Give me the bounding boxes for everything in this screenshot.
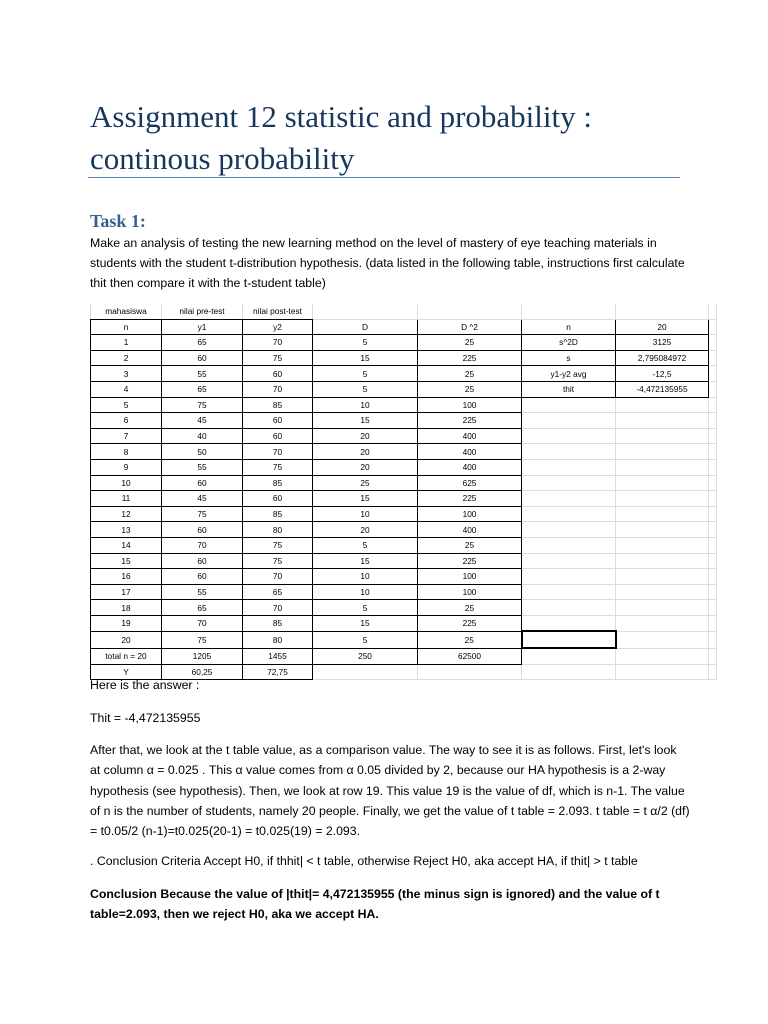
stat-label: s^2D (522, 335, 616, 351)
empty-cell (709, 491, 717, 507)
table-cell: 25 (418, 631, 522, 648)
table-cell: 75 (162, 506, 243, 522)
table-cell: 5 (313, 366, 418, 382)
column-header: y1 (162, 319, 243, 335)
table-cell: 70 (243, 381, 313, 397)
table-cell: 6 (91, 413, 162, 429)
table-cell: 70 (243, 444, 313, 460)
table-row (91, 569, 717, 585)
stat-value: -12,5 (616, 366, 709, 382)
table-cell: 60 (243, 491, 313, 507)
table-cell: 14 (91, 537, 162, 553)
total-row (91, 648, 717, 664)
table-cell: 225 (418, 615, 522, 631)
table-cell: 65 (162, 335, 243, 351)
table-cell: 400 (418, 428, 522, 444)
empty-cell (522, 491, 616, 507)
table-cell: 20 (313, 522, 418, 538)
table-cell: 70 (243, 600, 313, 616)
table-cell: 75 (243, 350, 313, 366)
empty-cell (522, 648, 616, 664)
empty-cell (522, 522, 616, 538)
empty-cell (709, 475, 717, 491)
table-row (91, 444, 717, 460)
empty-cell (709, 444, 717, 460)
table-cell: 55 (162, 459, 243, 475)
table-header-row (91, 304, 717, 319)
document-title: Assignment 12 statistic and probability : continous probability (90, 99, 592, 176)
table-cell: 225 (418, 413, 522, 429)
table-cell: 2 (91, 350, 162, 366)
stat-label: thit (522, 381, 616, 397)
table-cell: 11 (91, 491, 162, 507)
table-cell: 85 (243, 475, 313, 491)
table-cell: 40 (162, 428, 243, 444)
table-cell: 25 (418, 366, 522, 382)
empty-cell (709, 506, 717, 522)
conclusion: Conclusion Because the value of |thit|= 4,472135955 (the minus sign is ignored) and the value of t table=2.093, then we reject H0, aka we accept HA. (90, 887, 660, 922)
column-header: D (313, 319, 418, 335)
empty-cell (616, 459, 709, 475)
column-header: D ^2 (418, 319, 522, 335)
total-cell: total n = 20 (91, 648, 162, 664)
total-cell: 1205 (162, 648, 243, 664)
empty-cell (709, 350, 717, 366)
table-cell: 10 (91, 475, 162, 491)
table-row (91, 459, 717, 475)
table-cell: 55 (162, 584, 243, 600)
conclusion-criteria: . Conclusion Criteria Accept H0, if thhit| < t table, otherwise Reject H0, aka accept HA, if thit| > t table (90, 854, 638, 868)
column-group-header: nilai post-test (243, 304, 313, 319)
table-cell: 85 (243, 615, 313, 631)
table-cell: 16 (91, 569, 162, 585)
table-row (91, 584, 717, 600)
table-row (91, 537, 717, 553)
column-header: n (91, 319, 162, 335)
table-cell: 75 (243, 537, 313, 553)
table-cell: 400 (418, 459, 522, 475)
table-cell: 60 (243, 366, 313, 382)
table-cell: 5 (313, 335, 418, 351)
empty-cell (522, 428, 616, 444)
table-cell: 15 (313, 553, 418, 569)
table-cell: 225 (418, 350, 522, 366)
table-cell: 80 (243, 522, 313, 538)
table-cell: 20 (91, 631, 162, 648)
task-description: Make an analysis of testing the new learning method on the level of mastery of eye teaching materials in students with the student t-distribution hypothesis. (data listed in the following table, instructions first calculate thit then compare it with the t-student table) (90, 236, 685, 290)
empty-cell (709, 615, 717, 631)
column-group-header: mahasiswa (91, 304, 162, 319)
table-cell: 25 (418, 381, 522, 397)
empty-cell (709, 397, 717, 413)
table-cell: 75 (243, 459, 313, 475)
table-cell: 45 (162, 491, 243, 507)
table-cell: 60 (162, 522, 243, 538)
table-row (91, 350, 717, 366)
empty-cell (709, 631, 717, 648)
empty-cell (616, 522, 709, 538)
mean-cell: 60,25 (162, 664, 243, 680)
table-cell: 10 (313, 397, 418, 413)
empty-cell (522, 600, 616, 616)
table-row (91, 381, 717, 397)
table-cell: 5 (313, 631, 418, 648)
table-cell: 100 (418, 397, 522, 413)
empty-cell (522, 459, 616, 475)
spreadsheet-body (91, 304, 717, 680)
stat-value: 2,795084972 (616, 350, 709, 366)
table-cell: 85 (243, 506, 313, 522)
empty-cell (522, 615, 616, 631)
table-cell: 25 (418, 537, 522, 553)
stat-label: s (522, 350, 616, 366)
table-cell: 60 (162, 553, 243, 569)
table-cell: 10 (313, 584, 418, 600)
empty-cell (522, 553, 616, 569)
table-cell: 80 (243, 631, 313, 648)
table-cell: 15 (313, 413, 418, 429)
table-cell: 18 (91, 600, 162, 616)
empty-cell (616, 491, 709, 507)
mean-cell: Y (91, 664, 162, 680)
table-row (91, 615, 717, 631)
stat-value: 20 (616, 319, 709, 335)
table-cell: 400 (418, 444, 522, 460)
explanation-paragraph: After that, we look at the t table value, as a comparison value. The way to see it is as follows. First, let's look at column α = 0.025 . This α value comes from α 0.05 divided by 2, because our HA hypothesis is a 2-way hypothesis (see hypothesis). Then, we look at row 19. This value 19 is the value of df, which is n-1. The value of n is the number of students, namely 20 people. Finally, we get the value of t table = 2.093. t table = t α/2 (df) = t0.05/2 (n-1)=t0.025(20-1) = t0.025(19) = 2.093. (90, 743, 690, 839)
table-cell: 10 (313, 506, 418, 522)
empty-cell (616, 475, 709, 491)
empty-cell (709, 600, 717, 616)
table-cell: 19 (91, 615, 162, 631)
table-cell: 60 (243, 413, 313, 429)
empty-cell (616, 648, 709, 664)
column-group-header: nilai pre-test (162, 304, 243, 319)
empty-cell (709, 304, 717, 319)
table-cell: 10 (313, 569, 418, 585)
empty-cell (709, 428, 717, 444)
table-cell: 5 (313, 381, 418, 397)
table-cell: 225 (418, 491, 522, 507)
table-cell: 75 (243, 553, 313, 569)
table-row (91, 366, 717, 382)
thit-result: Thit = -4,472135955 (90, 711, 201, 725)
table-cell: 100 (418, 506, 522, 522)
table-cell: 20 (313, 459, 418, 475)
table-cell: 5 (91, 397, 162, 413)
table-row (91, 506, 717, 522)
answer-intro: Here is the answer : (90, 678, 200, 692)
table-cell: 70 (243, 569, 313, 585)
table-cell: 7 (91, 428, 162, 444)
table-cell: 8 (91, 444, 162, 460)
empty-cell (616, 397, 709, 413)
empty-cell (522, 569, 616, 585)
empty-cell (709, 569, 717, 585)
empty-cell (616, 600, 709, 616)
empty-cell (709, 366, 717, 382)
table-row (91, 335, 717, 351)
data-spreadsheet (90, 304, 717, 680)
empty-cell (709, 584, 717, 600)
table-cell: 65 (243, 584, 313, 600)
stat-label: y1-y2 avg (522, 366, 616, 382)
table-cell: 5 (313, 600, 418, 616)
table-cell: 60 (243, 428, 313, 444)
table-cell: 400 (418, 522, 522, 538)
empty-cell (522, 397, 616, 413)
table-row (91, 553, 717, 569)
table-cell: 50 (162, 444, 243, 460)
table-cell: 20 (313, 444, 418, 460)
empty-cell (616, 428, 709, 444)
table-cell: 15 (313, 491, 418, 507)
empty-cell (616, 537, 709, 553)
table-cell: 100 (418, 569, 522, 585)
table-cell: 60 (162, 350, 243, 366)
empty-cell (709, 335, 717, 351)
empty-cell (522, 304, 616, 319)
empty-cell (709, 319, 717, 335)
table-row (91, 413, 717, 429)
table-cell: 625 (418, 475, 522, 491)
table-cell: 100 (418, 584, 522, 600)
empty-cell (709, 522, 717, 538)
stat-value: 3125 (616, 335, 709, 351)
table-cell: 13 (91, 522, 162, 538)
table-row (91, 631, 717, 648)
table-cell: 60 (162, 475, 243, 491)
table-cell: 55 (162, 366, 243, 382)
column-header-row (91, 319, 717, 335)
table-cell: 3 (91, 366, 162, 382)
table-row (91, 522, 717, 538)
table-cell: 12 (91, 506, 162, 522)
table-row (91, 600, 717, 616)
table-row (91, 428, 717, 444)
stat-label: n (522, 319, 616, 335)
empty-cell (709, 459, 717, 475)
empty-cell (522, 537, 616, 553)
empty-cell (709, 664, 717, 680)
table-cell: 25 (418, 600, 522, 616)
table-cell: 4 (91, 381, 162, 397)
empty-cell (709, 537, 717, 553)
table-cell: 70 (162, 615, 243, 631)
table-cell: 20 (313, 428, 418, 444)
selected-cell (522, 631, 616, 648)
table-cell: 25 (418, 335, 522, 351)
table-cell: 85 (243, 397, 313, 413)
empty-cell (616, 553, 709, 569)
table-row (91, 397, 717, 413)
empty-cell (522, 413, 616, 429)
empty-cell (616, 506, 709, 522)
empty-cell (616, 631, 709, 648)
empty-cell (616, 304, 709, 319)
empty-cell (616, 584, 709, 600)
empty-cell (313, 304, 418, 319)
table-cell: 1 (91, 335, 162, 351)
empty-cell (522, 506, 616, 522)
empty-cell (522, 475, 616, 491)
table-cell: 65 (162, 381, 243, 397)
total-cell: 62500 (418, 648, 522, 664)
empty-cell (616, 615, 709, 631)
table-row (91, 491, 717, 507)
table-cell: 15 (313, 615, 418, 631)
title-underline (88, 177, 680, 178)
empty-cell (418, 304, 522, 319)
empty-cell (616, 413, 709, 429)
mean-cell: 72,75 (243, 664, 313, 680)
task-heading: Task 1: (90, 211, 146, 231)
empty-cell (522, 584, 616, 600)
table-cell: 65 (162, 600, 243, 616)
empty-cell (522, 444, 616, 460)
table-cell: 25 (313, 475, 418, 491)
total-cell: 1455 (243, 648, 313, 664)
empty-cell (616, 569, 709, 585)
table-cell: 60 (162, 569, 243, 585)
empty-cell (709, 553, 717, 569)
column-header: y2 (243, 319, 313, 335)
table-cell: 225 (418, 553, 522, 569)
table-cell: 70 (162, 537, 243, 553)
empty-cell (709, 648, 717, 664)
table-row (91, 475, 717, 491)
empty-cell (616, 444, 709, 460)
empty-cell (709, 413, 717, 429)
table-cell: 15 (91, 553, 162, 569)
total-cell: 250 (313, 648, 418, 664)
empty-cell (709, 381, 717, 397)
table-cell: 70 (243, 335, 313, 351)
table-cell: 15 (313, 350, 418, 366)
table-cell: 75 (162, 397, 243, 413)
stat-value: -4,472135955 (616, 381, 709, 397)
table-cell: 17 (91, 584, 162, 600)
table-cell: 9 (91, 459, 162, 475)
table-cell: 45 (162, 413, 243, 429)
table-cell: 5 (313, 537, 418, 553)
table-cell: 75 (162, 631, 243, 648)
